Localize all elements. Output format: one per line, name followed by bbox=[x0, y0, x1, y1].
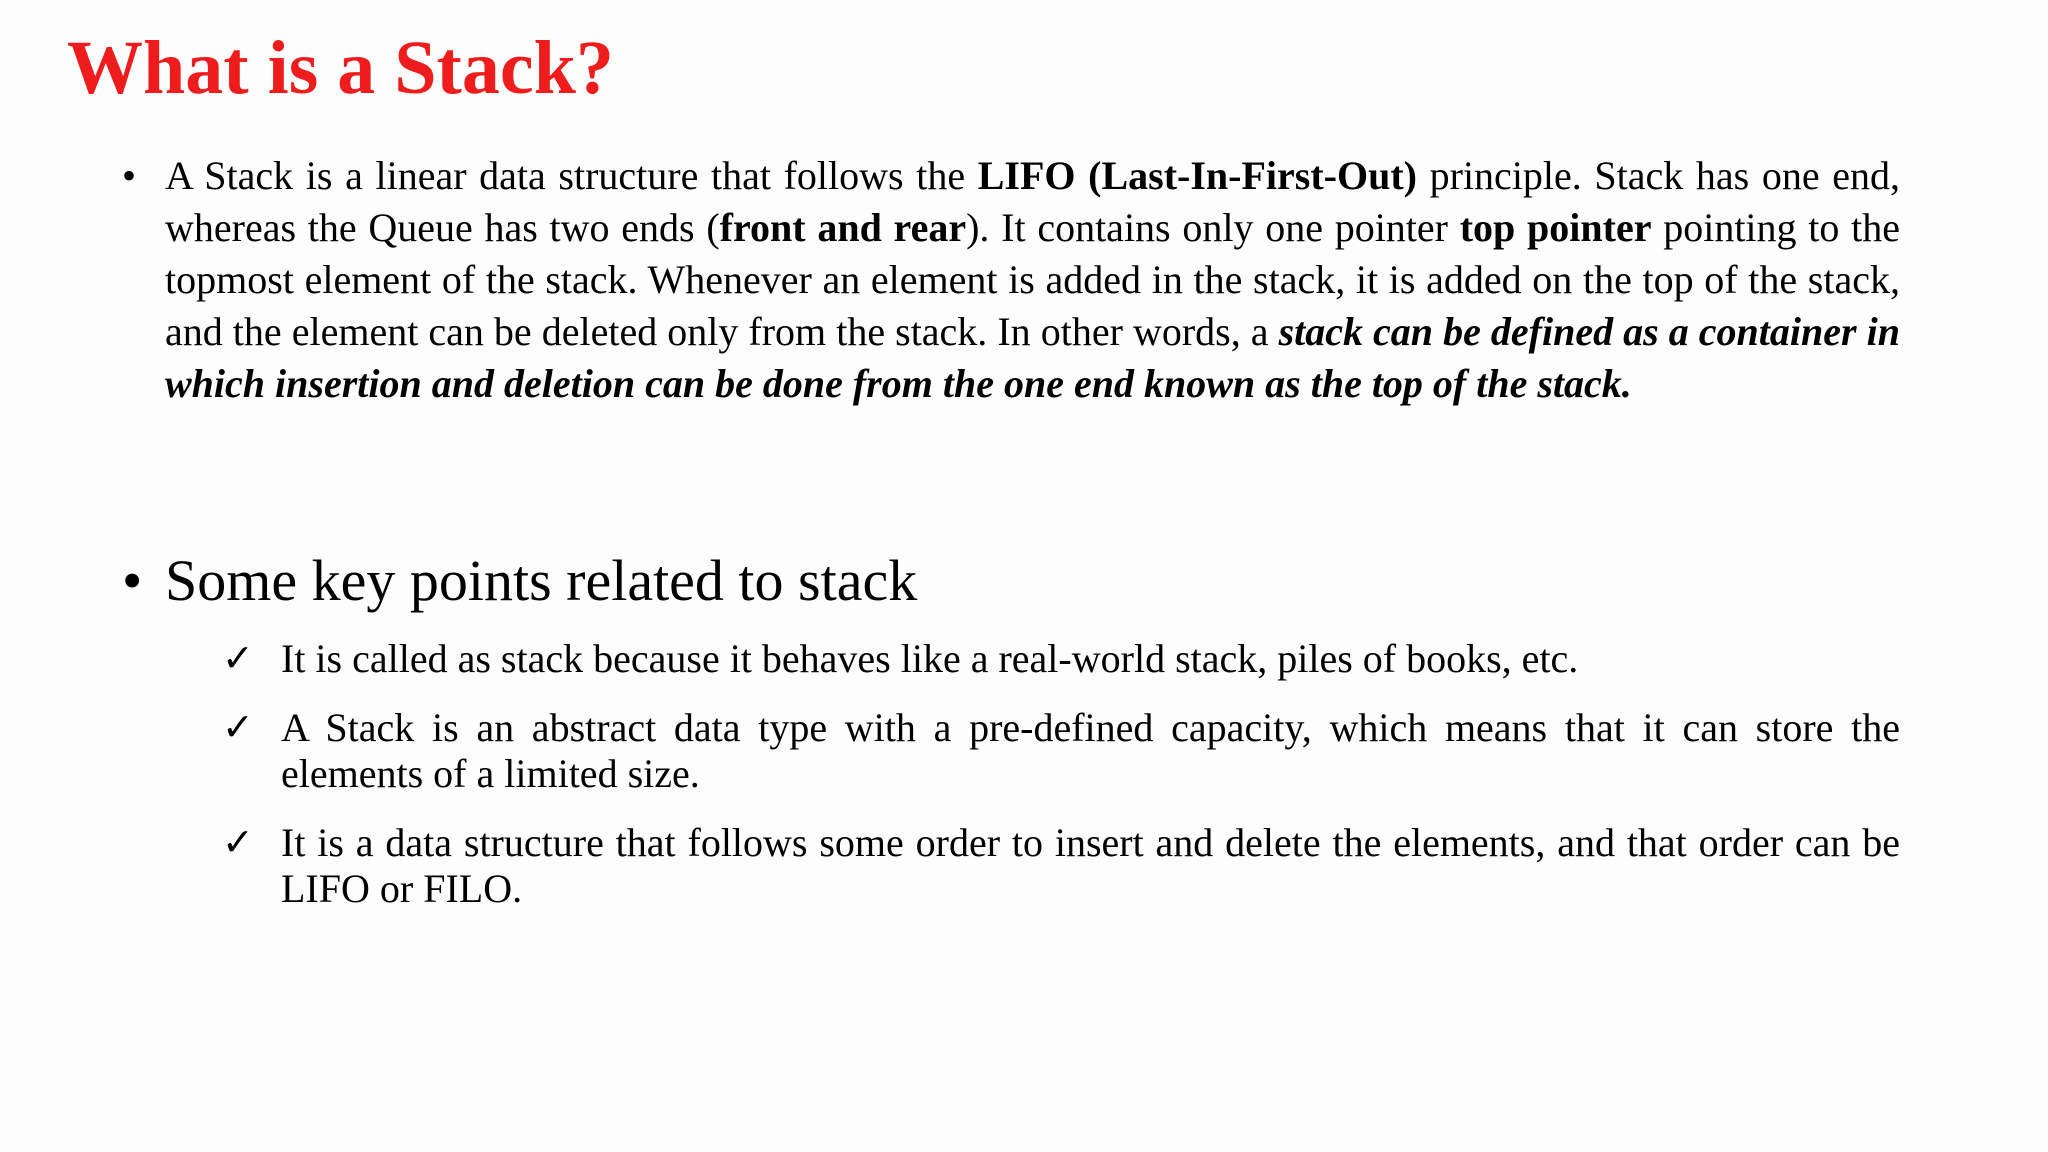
intro-bold-front-rear: front and rear bbox=[719, 205, 967, 250]
intro-text-3: ). It contains only one pointer bbox=[966, 205, 1460, 250]
key-point-item: It is called as stack because it behaves like a real-world stack, piles of books, etc. bbox=[281, 636, 1579, 681]
intro-text-2: principle. Stack has one end, whereas the Queue has two ends ( bbox=[165, 153, 1900, 250]
checkmark-icon: ✓ bbox=[222, 822, 254, 864]
bullet-icon: • bbox=[122, 153, 137, 198]
key-point-item: It is a data structure that follows some order to insert and delete the elements, and that order can be LIFO or FILO. bbox=[281, 820, 1900, 911]
intro-paragraph bbox=[165, 150, 1900, 410]
bullet-icon: • bbox=[122, 548, 143, 613]
intro-bold-lifo: LIFO (Last-In-First-Out) bbox=[977, 153, 1417, 198]
intro-text-1: A Stack is a linear data structure that follows the bbox=[165, 153, 978, 198]
intro-text-4: pointing to the topmost element of the stack. Whenever an element is added in the stack, it is added on the top of the stack, and the element can be deleted only from the stack. In other words, a bbox=[165, 205, 1900, 354]
checkmark-icon: ✓ bbox=[222, 638, 254, 680]
key-point-item: A Stack is an abstract data type with a pre-defined capacity, which means that it can store the elements of a limited size. bbox=[281, 705, 1900, 796]
intro-definition: stack can be defined as a container in which insertion and deletion can be done from the one end known as the top of the stack. bbox=[165, 309, 1900, 406]
intro-bold-top-pointer: top pointer bbox=[1459, 205, 1652, 250]
checkmark-icon: ✓ bbox=[222, 707, 254, 749]
key-points-heading: Some key points related to stack bbox=[165, 548, 918, 613]
slide-title: What is a Stack? bbox=[67, 26, 614, 110]
